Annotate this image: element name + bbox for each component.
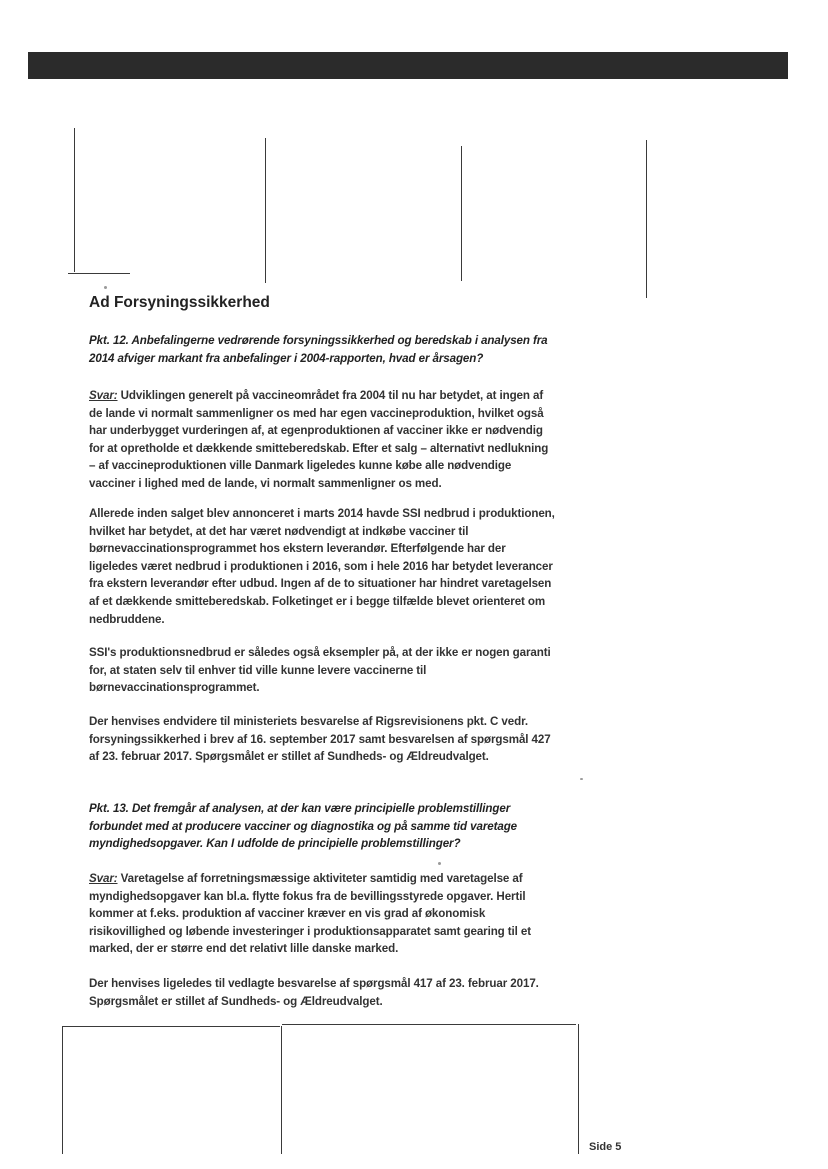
scan-frame-line	[62, 1026, 280, 1027]
scan-frame-line	[461, 146, 462, 281]
scan-frame-line	[265, 138, 266, 283]
page-number: Side 5	[589, 1141, 622, 1153]
scan-top-bar	[28, 52, 788, 79]
answer-12-paragraph-2: Allerede inden salget blev annonceret i marts 2014 havde SSI nedbrud i produktionen, hvilket har betydet, at det har været nødvendigt at indkøbe vacciner til børnevaccinationsprogrammet hos ekstern leverandør. Efterfølgende har der ligeledes været nedbrud i produktionen i 2016, som i hele 2016 har betydet leverancer fra ekstern leverandør efter udbud. Ingen af de to situationer har hindret varetagelsen af et dækkende smitteberedskab. Folketinget er i begge tilfælde blevet orienteret om nedbruddene.	[89, 507, 555, 626]
answer-13-text: Varetagelse af forretningsmæssige aktiviteter samtidig med varetagelse af myndighedsopgaver kan bl.a. flytte fokus fra de bevillingsstyrede opgaver. Hertil kommer at f.eks. produktion af vacciner kræver en vis grad af økonomisk risikovillighed og løbende investeringer i produktionsapparatet samt gearing til et marked, der er større end det relativt lille danske marked.	[89, 872, 532, 956]
question-12-label: Pkt. 12.	[89, 334, 129, 347]
section-heading: Ad Forsyningssikkerhed	[89, 294, 270, 311]
scan-frame-line	[646, 140, 647, 298]
scan-frame-line	[74, 128, 75, 272]
scan-speck	[580, 778, 583, 780]
answer-13-paragraph-1	[89, 870, 555, 958]
question-13-label: Pkt. 13.	[89, 802, 129, 815]
answer-label: Svar:	[89, 872, 118, 885]
answer-label: Svar:	[89, 389, 118, 402]
question-13	[89, 800, 555, 853]
scan-frame-line	[578, 1024, 579, 1154]
answer-12-paragraph-3: SSI's produktionsnedbrud er således også eksempler på, at der ikke er nogen garanti for, at staten selv til enhver tid ville kunne levere vaccinerne til børnevaccinationsprogrammet.	[89, 646, 551, 695]
answer-12-paragraph-4: Der henvises endvidere til ministeriets besvarelse af Rigsrevisionens pkt. C vedr. forsyningssikkerhed i brev af 16. september 2017 samt besvarelsen af spørgsmål 427 af 23. februar 2017. Spørgsmålet er stillet af Sundheds- og Ældreudvalget.	[89, 715, 551, 764]
scan-speck	[104, 286, 107, 289]
question-13-text: Det fremgår af analysen, at der kan være principielle problemstillinger forbundet med at producere vacciner og diagnostika og på samme tid varetage myndighedsopgaver. Kan I udfolde de principielle problemstillinger?	[89, 802, 518, 851]
scan-frame-line	[281, 1026, 282, 1154]
question-12-text: Anbefalingerne vedrørende forsyningssikkerhed og beredskab i analysen fra 2014 afviger markant fra anbefalinger i 2004-rapporten, hvad er årsagen?	[89, 334, 548, 365]
question-12	[89, 332, 555, 367]
scan-frame-line	[68, 273, 130, 274]
answer-12-text: Udviklingen generelt på vaccineområdet fra 2004 til nu har betydet, at ingen af de lande vi normalt sammenligner os med har egen vaccineproduktion, hvilket også har underbygget vurderingen af, at egenproduktionen af vacciner ikke er nødvendig for at opretholde et dækkende smitteberedskab. Efter et salg – alternativt nedlukning – af vaccineproduktionen ville Danmark ligeledes kunne købe alle nødvendige vacciner i lighed med de lande, vi normalt sammenligner os med.	[89, 389, 549, 490]
answer-13-paragraph-2: Der henvises ligeledes til vedlagte besvarelse af spørgsmål 417 af 23. februar 2017. Spørgsmålet er stillet af Sundheds- og Ældreudvalget.	[89, 977, 539, 1008]
answer-12-paragraph-1	[89, 387, 555, 493]
scan-speck	[438, 862, 441, 865]
scan-frame-line	[62, 1026, 63, 1154]
scan-frame-line	[282, 1024, 576, 1025]
